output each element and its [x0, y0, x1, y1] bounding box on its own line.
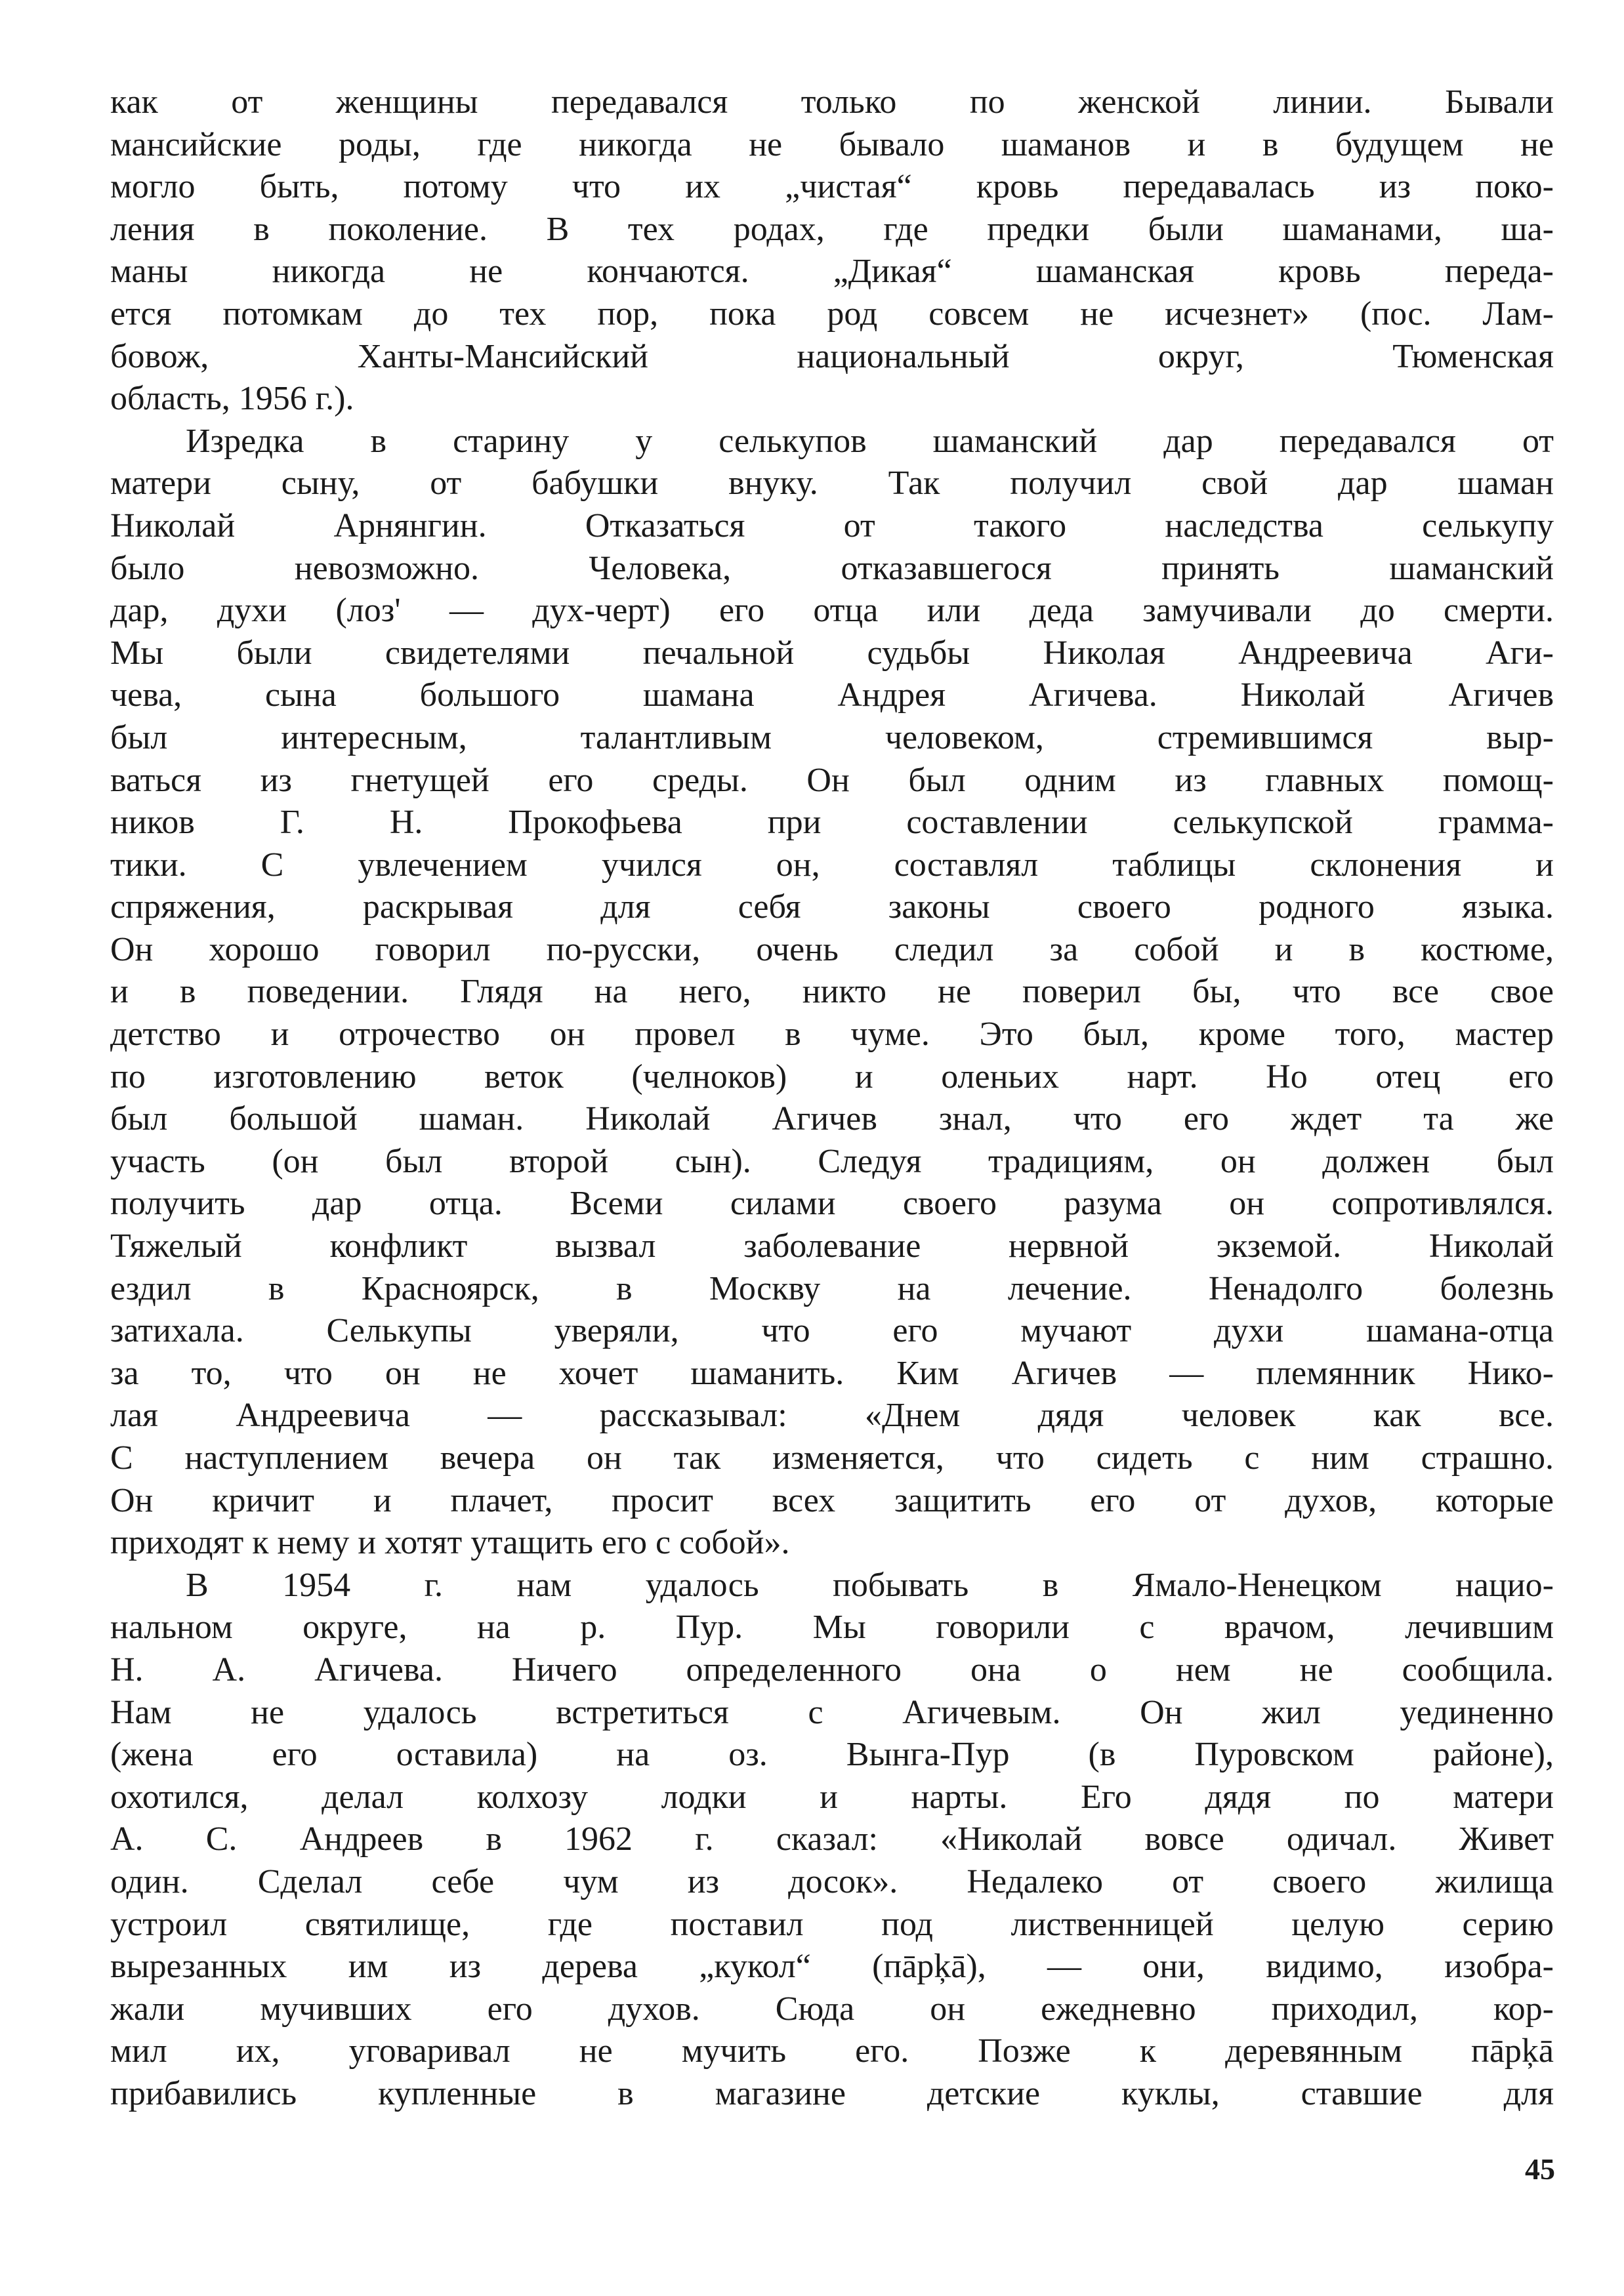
text-line: было невозможно. Человека, отказавшегося принять шаманский	[110, 549, 1554, 587]
text-line: мил их, уговаривал не мучить его. Позже к деревянным пāрķā	[110, 2032, 1554, 2070]
text-line: (жена его оставила) на оз. Вынга-Пур (в Пуровском районе),	[110, 1736, 1554, 1774]
text-line: мансийские роды, где никогда не бывало шаманов и в будущем не	[110, 125, 1554, 163]
text-line: нальном округе, на р. Пур. Мы говорили с врачом, лечившим	[110, 1609, 1554, 1647]
text-line: Николай Арнянгин. Отказаться от такого наследства селькупу	[110, 506, 1554, 544]
text-line: участь (он был второй сын). Следуя традициям, он должен был	[110, 1142, 1554, 1180]
text-line: получить дар отца. Всеми силами своего разума он сопротивлялся.	[110, 1185, 1554, 1223]
text-line: матери сыну, от бабушки внуку. Так получил свой дар шаман	[110, 464, 1554, 502]
body-text	[110, 81, 1554, 2116]
text-line: Нам не удалось встретиться с Агичевым. Он жил уединенно	[110, 1693, 1554, 1731]
text-line: лая Андреевича — рассказывал: «Днем дядя человек как все.	[110, 1397, 1554, 1435]
text-line: Он хорошо говорил по-русски, очень следил за собой и в костюме,	[110, 930, 1554, 968]
text-line: приходят к нему и хотят утащить его с собой».	[110, 1524, 790, 1562]
text-line: В 1954 г. нам удалось побывать в Ямало-Ненецком нацио-	[186, 1566, 1554, 1604]
text-line: детство и отрочество он провел в чуме. Это был, кроме того, мастер	[110, 1015, 1554, 1054]
text-line: затихала. Селькупы уверяли, что его мучают духи шамана-отца	[110, 1312, 1554, 1350]
text-line: А. С. Андреев в 1962 г. сказал: «Николай вовсе одичал. Живет	[110, 1820, 1554, 1858]
text-line: маны никогда не кончаются. „Дикая“ шаманская кровь переда-	[110, 253, 1554, 291]
text-line: Мы были свидетелями печальной судьбы Николая Андреевича Аги-	[110, 634, 1554, 672]
text-line: ваться из гнетущей его среды. Он был одним из главных помощ-	[110, 761, 1554, 799]
text-line: область, 1956 г.).	[110, 380, 354, 418]
text-line: могло быть, потому что их „чистая“ кровь передавалась из поко-	[110, 168, 1554, 206]
text-line: ется потомкам до тех пор, пока род совсем не исчезнет» (пос. Лам-	[110, 295, 1554, 333]
text-line: один. Сделал себе чум из досок». Недалеко от своего жилища	[110, 1862, 1554, 1900]
text-line: чева, сына большого шамана Андрея Агичева. Николай Агичев	[110, 676, 1554, 714]
text-line: охотился, делал колхозу лодки и нарты. Его дядя по матери	[110, 1778, 1554, 1816]
page-number: 45	[1525, 2152, 1555, 2186]
text-line: дар, духи (лоз' — дух-черт) его отца или деда замучивали до смерти.	[110, 592, 1554, 630]
text-line: за то, что он не хочет шаманить. Ким Агичев — племянник Нико-	[110, 1354, 1554, 1392]
text-line: Тяжелый конфликт вызвал заболевание нервной экземой. Николай	[110, 1227, 1554, 1265]
text-line: и в поведении. Глядя на него, никто не поверил бы, что все свое	[110, 973, 1554, 1011]
text-line: Он кричит и плачет, просит всех защитить его от духов, которые	[110, 1481, 1554, 1519]
text-line: как от женщины передавался только по женской линии. Бывали	[110, 83, 1554, 121]
text-line: тики. С увлечением учился он, составлял таблицы склонения и	[110, 846, 1554, 884]
text-line: прибавились купленные в магазине детские куклы, ставшие для	[110, 2074, 1554, 2112]
text-line: по изготовлению веток (челноков) и оленьих нарт. Но отец его	[110, 1057, 1554, 1096]
text-line: спряжения, раскрывая для себя законы своего родного языка.	[110, 888, 1554, 926]
text-line: ников Г. Н. Прокофьева при составлении селькупской грамма-	[110, 804, 1554, 842]
text-line: Изредка в старину у селькупов шаманский дар передавался от	[186, 422, 1554, 460]
text-line: устроил святилище, где поставил под лиственницей целую серию	[110, 1905, 1554, 1943]
text-line: С наступлением вечера он так изменяется, что сидеть с ним страшно.	[110, 1439, 1554, 1477]
text-line: Н. А. Агичева. Ничего определенного она о нем не сообщила.	[110, 1650, 1554, 1689]
text-line: вырезанных им из дерева „кукол“ (пāрķā), — они, видимо, изобра-	[110, 1948, 1554, 1986]
text-line: ления в поколение. В тех родах, где предки были шаманами, ша-	[110, 210, 1554, 248]
text-line: жали мучивших его духов. Сюда он ежедневно приходил, кор-	[110, 1990, 1554, 2028]
text-line: был большой шаман. Николай Агичев знал, что его ждет та же	[110, 1100, 1554, 1138]
text-line: ездил в Красноярск, в Москву на лечение. Ненадолго болезнь	[110, 1269, 1554, 1307]
text-line: бовож, Ханты-Мансийский национальный округ, Тюменская	[110, 337, 1554, 375]
text-line: был интересным, талантливым человеком, стремившимся выр-	[110, 718, 1554, 756]
